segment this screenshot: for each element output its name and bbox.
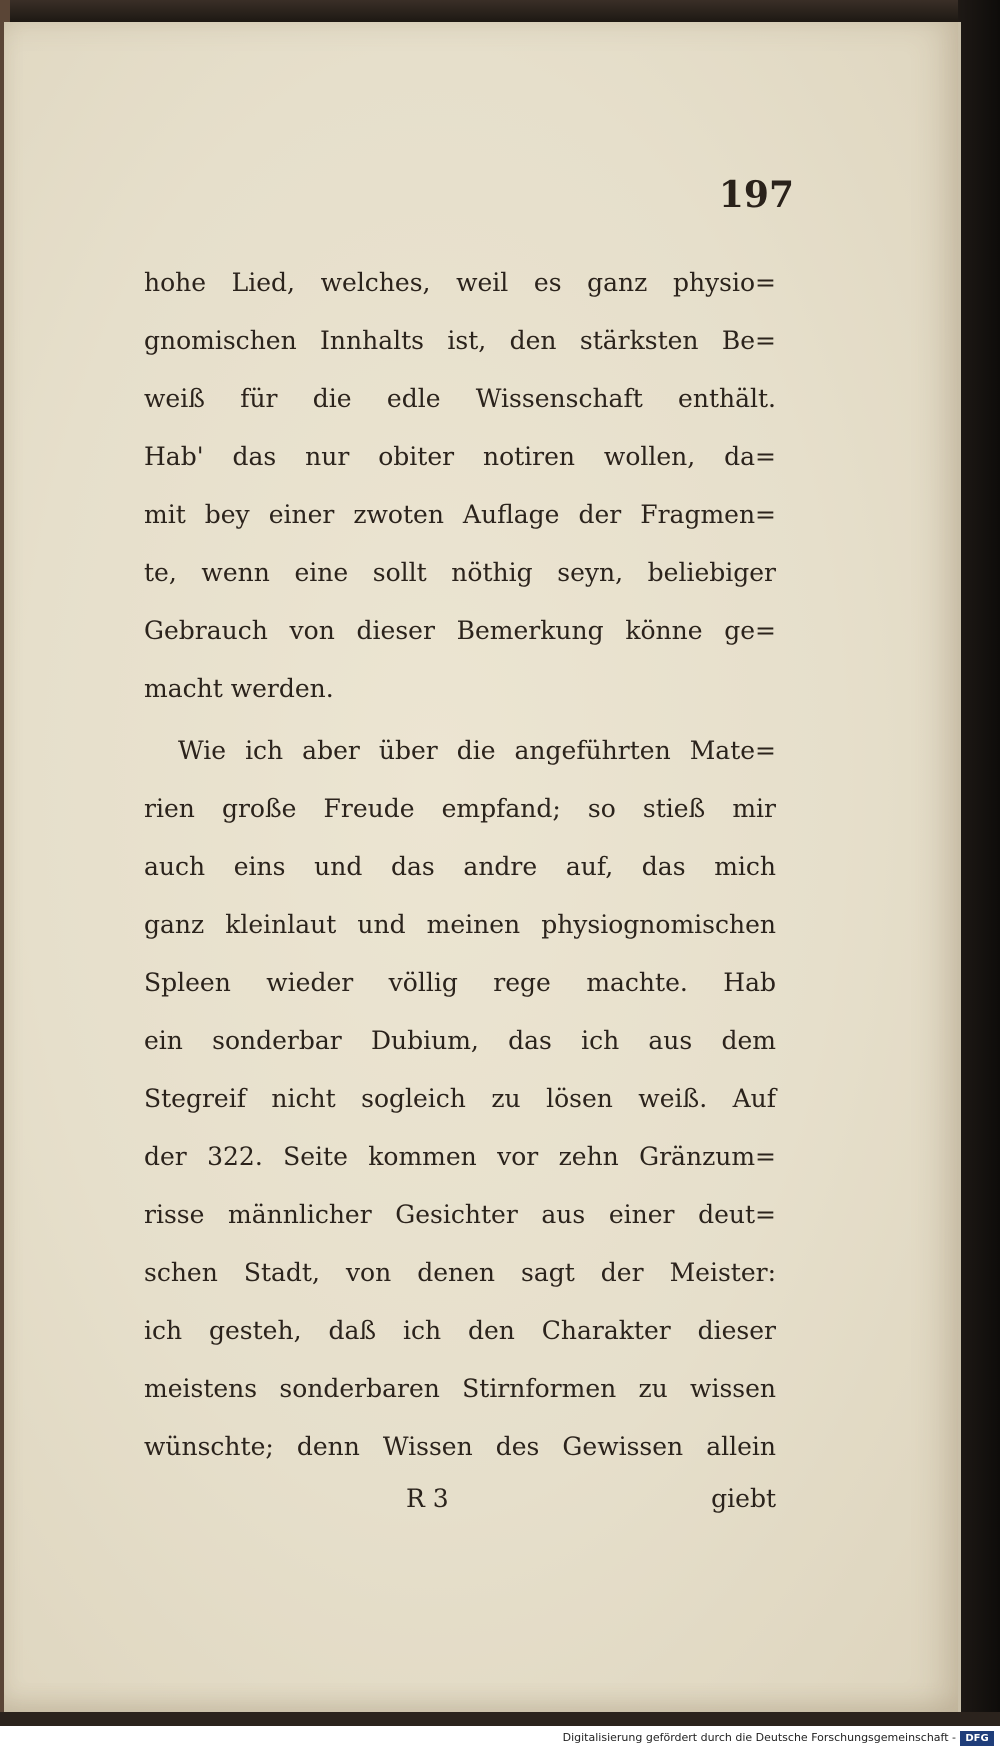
dfg-logo: DFG: [960, 1731, 994, 1746]
book-bottom-edge: [0, 1712, 1000, 1726]
text-line: macht werden.: [144, 674, 334, 703]
text-line: Spleen wieder völlig rege machte. Hab: [144, 968, 776, 997]
text-line: auch eins und das andre auf, das mich: [144, 852, 776, 881]
text-line: schen Stadt, von denen sagt der Meister:: [144, 1258, 776, 1287]
text-line: ganz kleinlaut und meinen physiognomischen: [144, 910, 776, 939]
digitization-footer: [0, 1726, 1000, 1752]
book-page: [4, 22, 961, 1712]
page-number: 197: [718, 174, 794, 216]
book-top-edge: [0, 0, 1000, 22]
text-line: rien große Freude empfand; so stieß mir: [144, 794, 776, 823]
text-line: gnomischen Innhalts ist, den stärksten Be=: [144, 326, 776, 355]
text-line: te, wenn eine sollt nöthig seyn, beliebiger: [144, 558, 776, 587]
text-line: Gebrauch von dieser Bemerkung könne ge=: [144, 616, 776, 645]
text-line: risse männlicher Gesichter aus einer deut=: [144, 1200, 776, 1229]
text-line: meistens sonderbaren Stirnformen zu wissen: [144, 1374, 776, 1403]
text-line: Stegreif nicht sogleich zu lösen weiß. Auf: [144, 1084, 776, 1113]
paragraph-1: [144, 254, 776, 718]
text-line: der 322. Seite kommen vor zehn Gränzum=: [144, 1142, 776, 1171]
text-line: ein sonderbar Dubium, das ich aus dem: [144, 1026, 776, 1055]
text-line: wünschte; denn Wissen des Gewissen allein: [144, 1432, 776, 1461]
text-line: Hab' das nur obiter notiren wollen, da=: [144, 442, 776, 471]
catchword: giebt: [711, 1484, 776, 1513]
text-line: hohe Lied, welches, weil es ganz physio=: [144, 268, 776, 297]
text-line: ich gesteh, daß ich den Charakter dieser: [144, 1316, 776, 1345]
text-line: weiß für die edle Wissenschaft enthält.: [144, 384, 776, 413]
page-text: [144, 254, 776, 1476]
signature-mark: R 3: [406, 1484, 449, 1513]
paragraph-2: [144, 722, 776, 1476]
page-footer-line: [144, 1470, 776, 1528]
text-line: mit bey einer zwoten Auflage der Fragmen=: [144, 500, 776, 529]
book-cover-right-edge: [958, 0, 1000, 1752]
text-line: Wie ich aber über die angeführten Mate=: [178, 736, 776, 765]
funding-credit: Digitalisierung gefördert durch die Deutsche Forschungsgemeinschaft -: [562, 1731, 956, 1744]
